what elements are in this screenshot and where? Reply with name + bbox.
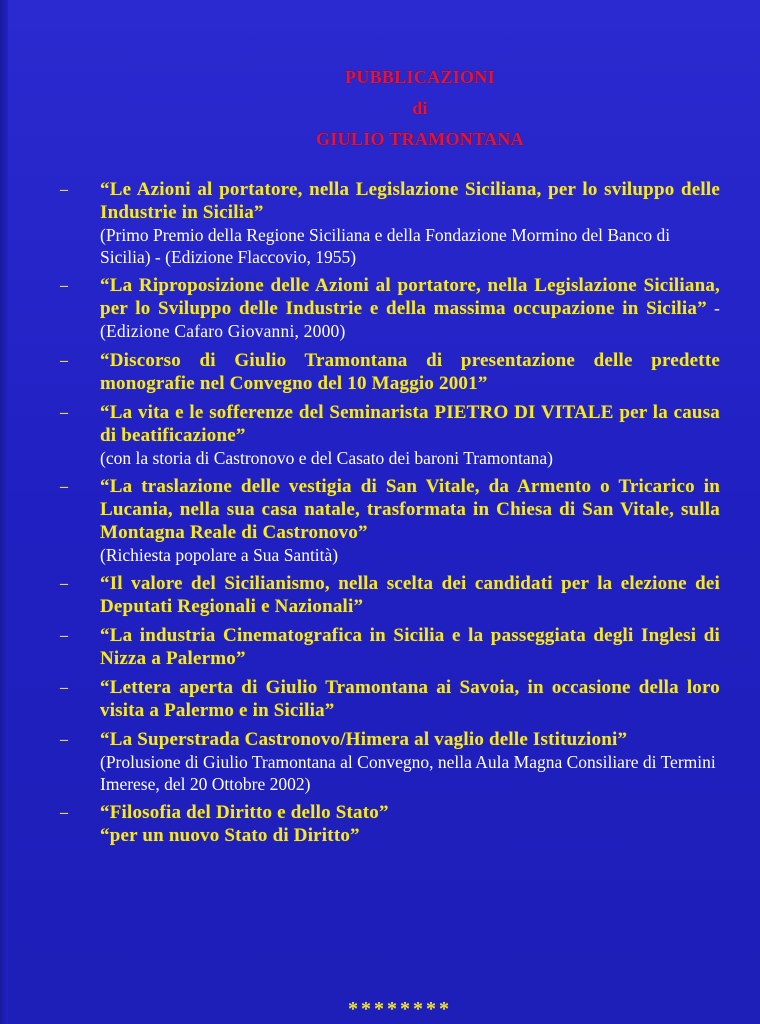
bullet-dash: –	[60, 731, 68, 748]
publication-list	[60, 178, 720, 853]
publication-title: “Lettera aperta di Giulio Tramontana ai Savoia, in occasione della loro visita a Palermo e in Sicilia”	[100, 677, 720, 721]
publication-item	[60, 676, 720, 722]
publication-item	[60, 801, 720, 847]
publication-item	[60, 401, 720, 469]
publication-item	[60, 624, 720, 670]
publication-item	[60, 178, 720, 268]
publication-title: “La industria Cinematografica in Sicilia e la passeggiata degli Inglesi di Nizza a Palermo”	[100, 625, 720, 669]
publication-title: “Filosofia del Diritto e dello Stato”	[100, 802, 389, 823]
publication-title: “La Superstrada Castronovo/Himera al vaglio delle Istituzioni”	[100, 729, 628, 750]
publication-title: “Il valore del Sicilianismo, nella scelta dei candidati per la elezione dei Deputati Regionali e Nazionali”	[100, 573, 720, 617]
publication-note: (Richiesta popolare a Sua Santità)	[100, 545, 339, 565]
publication-item	[60, 274, 720, 343]
bullet-dash: –	[60, 352, 68, 369]
bullet-dash: –	[60, 575, 68, 592]
publication-title: “Discorso di Giulio Tramontana di presentazione delle predette monografie nel Convegno del 10 Maggio 2001”	[100, 350, 720, 394]
publication-title: “La traslazione delle vestigia di San Vitale, da Armento o Tricarico in Lucania, nella sua casa natale, trasformata in Chiesa di San Vitale, sulla Montagna Reale di Castronovo”	[100, 476, 720, 543]
bullet-dash: –	[60, 804, 68, 821]
publication-item	[60, 572, 720, 618]
publication-item	[60, 728, 720, 795]
heading-line-publications: PUBBLICAZIONI	[345, 67, 495, 87]
decorative-stars: ********	[348, 998, 452, 1020]
publication-item	[60, 349, 720, 395]
publication-subtitle: “per un nuovo Stato di Diritto”	[100, 825, 360, 846]
publication-title-with-note	[100, 274, 720, 343]
bullet-dash: –	[60, 478, 68, 495]
heading-line-di: di	[412, 98, 428, 118]
publication-title: “Le Azioni al portatore, nella Legislazione Siciliana, per lo sviluppo delle Industrie in Sicilia”	[100, 179, 720, 223]
publication-note: - (Edizione Cafaro Giovanni, 2000)	[100, 298, 720, 341]
bullet-dash: –	[60, 277, 68, 294]
publication-note: (Primo Premio della Regione Siciliana e della Fondazione Mormino del Banco di Sicilia) - (Edizione Flaccovio, 1955)	[100, 225, 671, 267]
publication-item	[60, 475, 720, 566]
publication-note: (Prolusione di Giulio Tramontana al Convegno, nella Aula Magna Consiliare di Termini Imerese, del 20 Ottobre 2002)	[100, 752, 716, 794]
cover-spine-edge	[0, 0, 8, 1024]
bullet-dash: –	[60, 627, 68, 644]
publication-title: “La vita e le sofferenze del Seminarista PIETRO DI VITALE per la causa di beatificazione”	[100, 402, 720, 446]
heading-line-author: GIULIO TRAMONTANA	[316, 129, 524, 149]
bullet-dash: –	[60, 181, 68, 198]
bullet-dash: –	[60, 679, 68, 696]
cover-heading	[40, 62, 760, 155]
publication-title: “La Riproposizione delle Azioni al portatore, nella Legislazione Siciliana, per lo Sviluppo delle Industrie e della massima occupazione in Sicilia”	[100, 275, 720, 319]
bullet-dash: –	[60, 404, 68, 421]
publication-note: (con la storia di Castronovo e del Casato dei baroni Tramontana)	[100, 448, 553, 468]
